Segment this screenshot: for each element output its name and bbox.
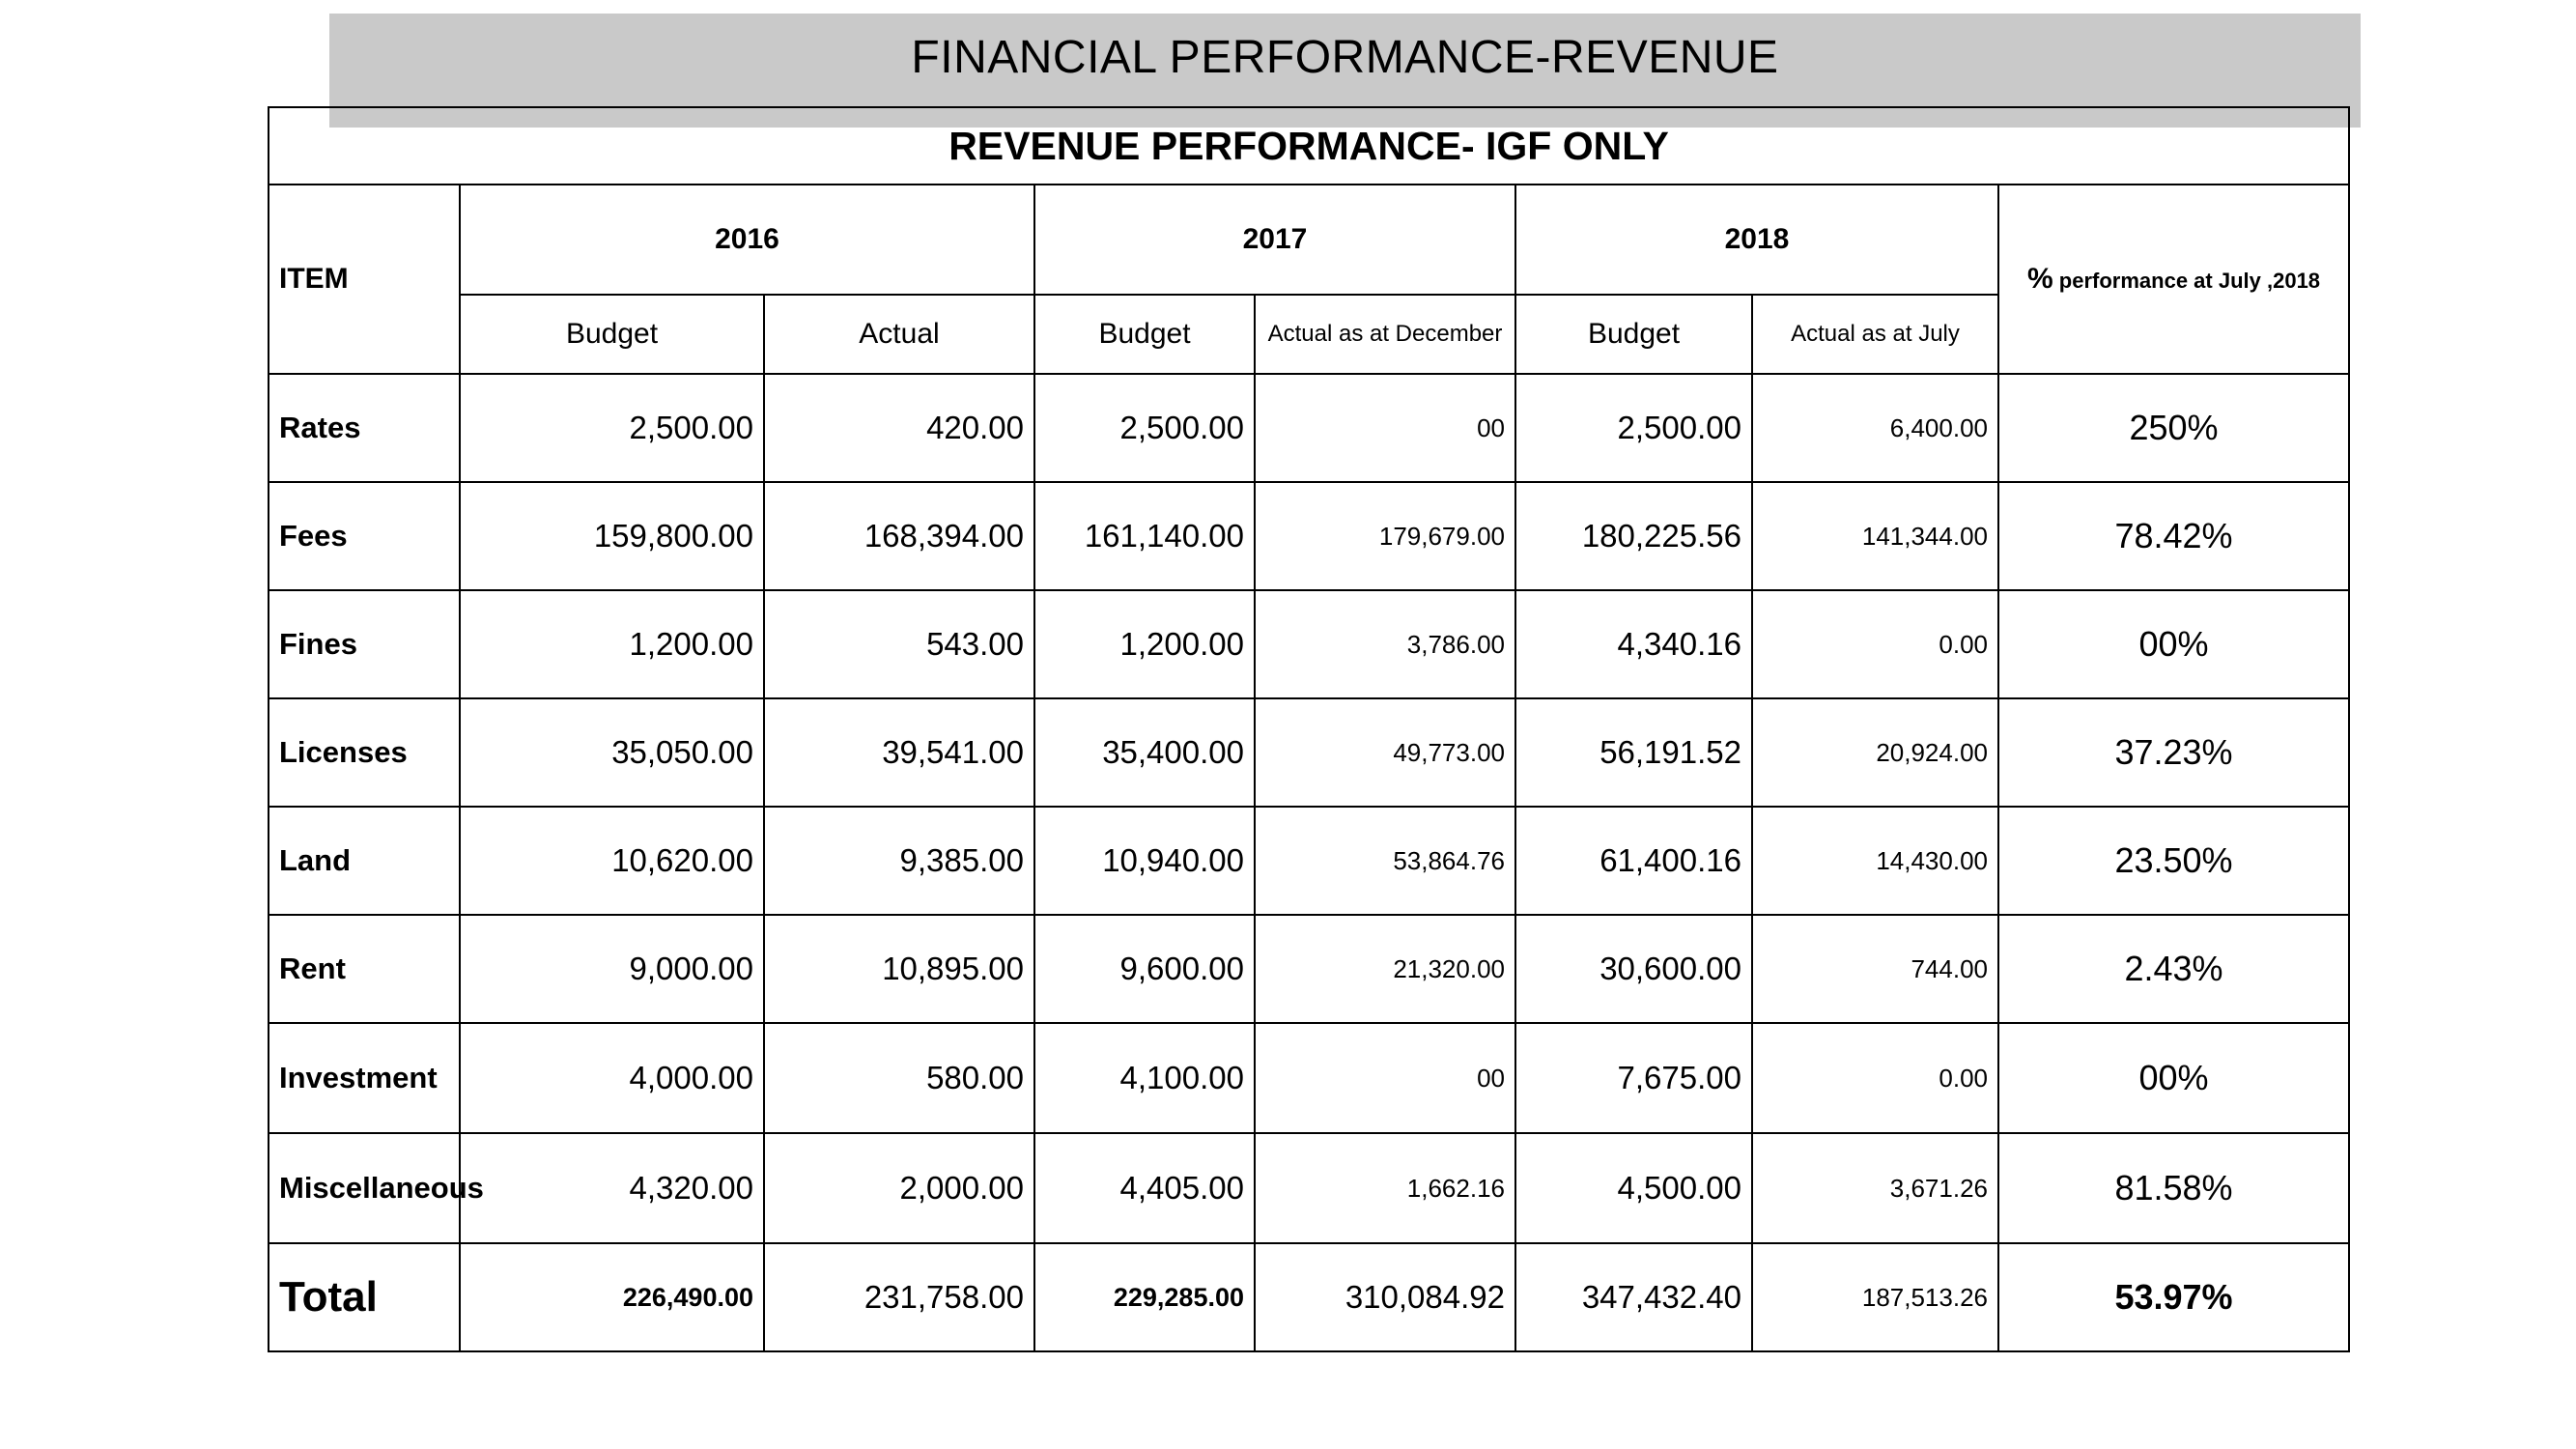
cell-licenses-2018-actual: 20,924.00 [1752,698,1998,807]
table-row [269,374,2349,482]
cell-rates-2018-budget: 2,500.00 [1515,374,1752,482]
cell-investment-2018-actual: 0.00 [1752,1023,1998,1133]
cell-fines-2018-budget: 4,340.16 [1515,590,1752,698]
cell-total-2018-actual: 187,513.26 [1752,1243,1998,1351]
cell-fines-2017-actual: 3,786.00 [1255,590,1515,698]
table-total-row [269,1243,2349,1351]
cell-total-performance: 53.97% [1998,1243,2349,1351]
table-subtitle-row [269,107,2349,185]
row-label-investment: Investment [269,1023,460,1133]
row-label-fines: Fines [269,590,460,698]
cell-total-2016-budget: 226,490.00 [460,1243,764,1351]
table-header-row-years [269,185,2349,295]
revenue-performance-table [268,106,2350,1352]
cell-fines-2016-budget: 1,200.00 [460,590,764,698]
cell-rent-2017-budget: 9,600.00 [1034,915,1255,1023]
revenue-table-container [268,106,2348,1352]
header-2016-actual: Actual [764,295,1034,374]
cell-rent-2017-actual: 21,320.00 [1255,915,1515,1023]
cell-rates-2017-budget: 2,500.00 [1034,374,1255,482]
cell-fees-2016-budget: 159,800.00 [460,482,764,590]
header-performance-text: performance at July ,2018 [2052,268,2321,293]
header-year-2018: 2018 [1515,185,1998,295]
cell-investment-performance: 00% [1998,1023,2349,1133]
cell-rates-2016-actual: 420.00 [764,374,1034,482]
cell-investment-2016-budget: 4,000.00 [460,1023,764,1133]
cell-fees-performance: 78.42% [1998,482,2349,590]
cell-licenses-2016-budget: 35,050.00 [460,698,764,807]
row-label-total: Total [269,1243,460,1351]
cell-rent-2018-budget: 30,600.00 [1515,915,1752,1023]
cell-land-2018-budget: 61,400.16 [1515,807,1752,915]
cell-investment-2017-budget: 4,100.00 [1034,1023,1255,1133]
cell-miscellaneous-2017-budget: 4,405.00 [1034,1133,1255,1243]
cell-total-2017-actual: 310,084.92 [1255,1243,1515,1351]
presentation-title: FINANCIAL PERFORMANCE-REVENUE [911,32,1779,83]
cell-rent-performance: 2.43% [1998,915,2349,1023]
row-label-land: Land [269,807,460,915]
cell-land-2018-actual: 14,430.00 [1752,807,1998,915]
table-row [269,1133,2349,1243]
header-performance [1998,185,2349,374]
table-row [269,915,2349,1023]
header-2017-actual: Actual as at December [1255,295,1515,374]
cell-miscellaneous-2017-actual: 1,662.16 [1255,1133,1515,1243]
cell-fees-2018-budget: 180,225.56 [1515,482,1752,590]
cell-licenses-2016-actual: 39,541.00 [764,698,1034,807]
cell-fines-2016-actual: 543.00 [764,590,1034,698]
cell-land-2016-budget: 10,620.00 [460,807,764,915]
cell-rates-performance: 250% [1998,374,2349,482]
cell-land-2017-actual: 53,864.76 [1255,807,1515,915]
cell-land-2017-budget: 10,940.00 [1034,807,1255,915]
cell-fees-2016-actual: 168,394.00 [764,482,1034,590]
row-label-miscellaneous: Miscellaneous [269,1133,460,1243]
cell-fines-2017-budget: 1,200.00 [1034,590,1255,698]
cell-miscellaneous-performance: 81.58% [1998,1133,2349,1243]
header-performance-symbol: % [2027,262,2053,295]
cell-land-2016-actual: 9,385.00 [764,807,1034,915]
row-label-licenses: Licenses [269,698,460,807]
cell-licenses-2018-budget: 56,191.52 [1515,698,1752,807]
cell-miscellaneous-2018-actual: 3,671.26 [1752,1133,1998,1243]
cell-rent-2016-actual: 10,895.00 [764,915,1034,1023]
table-subtitle: REVENUE PERFORMANCE- IGF ONLY [269,107,2349,185]
table-row [269,807,2349,915]
header-2017-budget: Budget [1034,295,1255,374]
header-2018-actual: Actual as at July [1752,295,1998,374]
header-2016-budget: Budget [460,295,764,374]
cell-rent-2018-actual: 744.00 [1752,915,1998,1023]
header-item: ITEM [269,185,460,374]
header-year-2017: 2017 [1034,185,1515,295]
table-row [269,482,2349,590]
cell-land-performance: 23.50% [1998,807,2349,915]
cell-licenses-2017-budget: 35,400.00 [1034,698,1255,807]
cell-total-2016-actual: 231,758.00 [764,1243,1034,1351]
cell-fees-2018-actual: 141,344.00 [1752,482,1998,590]
row-label-fees: Fees [269,482,460,590]
cell-fees-2017-actual: 179,679.00 [1255,482,1515,590]
cell-rates-2017-actual: 00 [1255,374,1515,482]
cell-fines-2018-actual: 0.00 [1752,590,1998,698]
table-row [269,590,2349,698]
table-row [269,698,2349,807]
cell-miscellaneous-2016-actual: 2,000.00 [764,1133,1034,1243]
row-label-rent: Rent [269,915,460,1023]
cell-rates-2016-budget: 2,500.00 [460,374,764,482]
cell-licenses-2017-actual: 49,773.00 [1255,698,1515,807]
cell-miscellaneous-2018-budget: 4,500.00 [1515,1133,1752,1243]
table-row [269,1023,2349,1133]
cell-licenses-performance: 37.23% [1998,698,2349,807]
header-2018-budget: Budget [1515,295,1752,374]
header-year-2016: 2016 [460,185,1034,295]
cell-miscellaneous-2016-budget: 4,320.00 [460,1133,764,1243]
cell-fines-performance: 00% [1998,590,2349,698]
cell-investment-2016-actual: 580.00 [764,1023,1034,1133]
cell-investment-2018-budget: 7,675.00 [1515,1023,1752,1133]
cell-total-2017-budget: 229,285.00 [1034,1243,1255,1351]
cell-total-2018-budget: 347,432.40 [1515,1243,1752,1351]
cell-investment-2017-actual: 00 [1255,1023,1515,1133]
row-label-rates: Rates [269,374,460,482]
cell-fees-2017-budget: 161,140.00 [1034,482,1255,590]
cell-rates-2018-actual: 6,400.00 [1752,374,1998,482]
cell-rent-2016-budget: 9,000.00 [460,915,764,1023]
